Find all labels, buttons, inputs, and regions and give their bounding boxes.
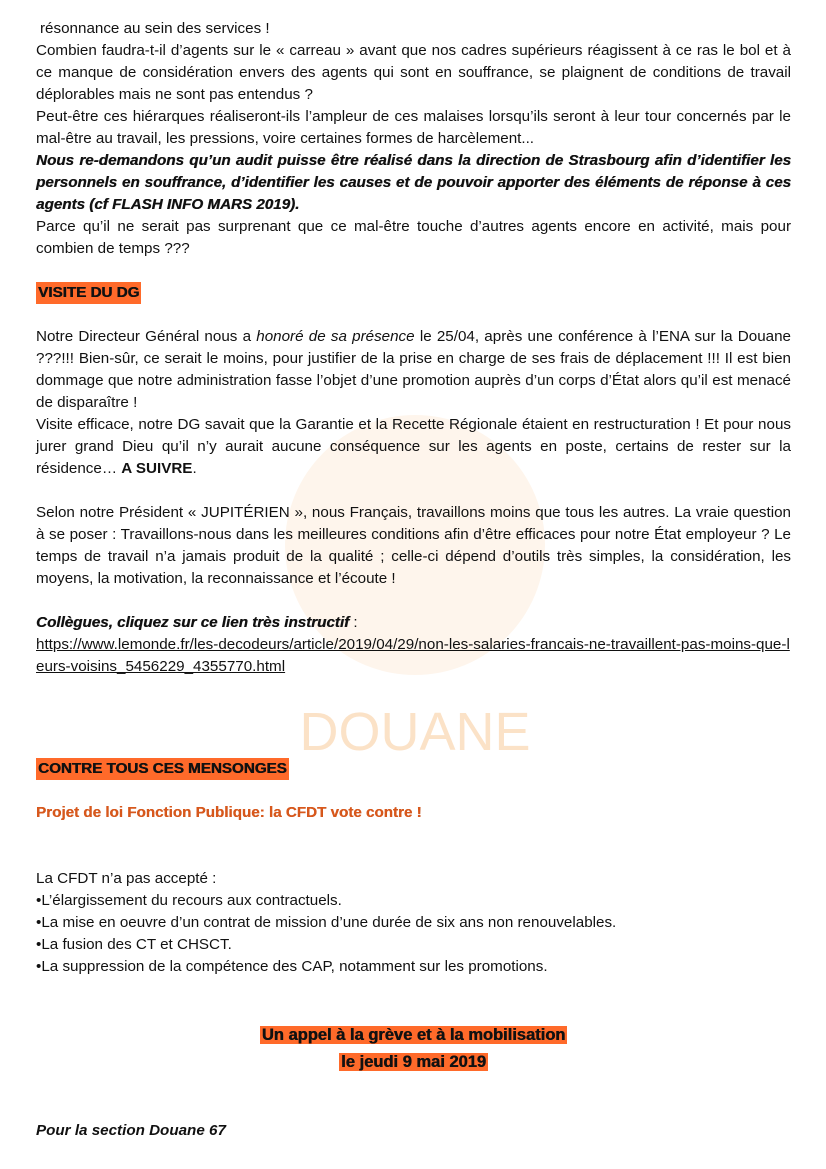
section-visite [36,282,791,304]
audit-request-paragraph: Nous re-demandons qu’un audit puisse être réalisé dans la direction de Strasbourg afin d’identifier les personnels en souffrance, d’identifier les causes et de pouvoir apporter des éléments de réponse à ces agents (cf FLASH INFO MARS 2019). [36,152,791,213]
section-heading-mensonges: CONTRE TOUS CES MENSONGES [36,758,289,780]
visite-paragraph-3: Selon notre Président « JUPITÉRIEN », nous Français, travaillons moins que tous les autres. La vraie question à se poser : Travaillons-nous dans les meilleures conditions afin d’être efficaces pour notre État employeur ? Le temps de travail n’a jamais produit de la qualité ; celle-ci dépend d’outils très simples, la considération, les moyens, la motivation, la reconnaissance et l’écoute ! [36,504,791,587]
cfdt-intro: La CFDT n’a pas accepté : [36,870,217,887]
section-heading-visite: VISITE DU DG [36,282,141,304]
cfdt-refusal-list [36,890,791,978]
document-page [36,18,791,1142]
list-item: • La mise en oeuvre d’un contrat de mission d’une durée de six ans non renouvelables. [36,912,791,934]
a-suivre-label: A SUIVRE [121,460,193,477]
intro-paragraph-3: Peut-être ces hiérarques réaliseront-ils l’ampleur de ces malaises lorsqu’ils seront à leur tour concernés par le mal-être au travail, les pressions, voire certaines formes de harcèlement... [36,108,791,147]
strike-call-line-1: Un appel à la grève et à la mobilisation [261,1026,566,1044]
section-mensonges [36,758,791,780]
list-item: • La fusion des CT et CHSCT. [36,934,791,956]
lemonde-article-link[interactable]: https://www.lemonde.fr/les-decodeurs/article/2019/04/29/non-les-salaries-francais-ne-travaillent-pas-moins-que-leurs-voisins_5456229_4355770.html [36,636,790,675]
cfdt-subheading: Projet de loi Fonction Publique: la CFDT vote contre ! [36,804,422,821]
intro-paragraph-1: résonnance au sein des services ! [40,20,270,37]
strike-call [36,1022,791,1076]
strike-call-date: le jeudi 9 mai 2019 [341,1053,486,1071]
visite-paragraph-2: Visite efficace, notre DG savait que la Garantie et la Recette Régionale étaient en restructuration ! Et pour nous jurer grand Dieu qu’il n’y aurait aucune conséquence sur les agents en poste, certains de rester sur la résidence… A SUIVRE. [36,416,791,477]
intro-paragraph-2: Combien faudra-t-il d’agents sur le « carreau » avant que nos cadres supérieurs réagissent à ce ras le bol et à ce manque de considération envers des agents qui sont en souffrance, se plaignent de conditions de travail déplorables mais ne sont pas entendus ? [36,42,791,103]
watermark-text: DOUANE [299,702,531,762]
intro-paragraph-5: Parce qu’il ne serait pas surprenant que ce mal-être touche d’autres agents encore en activité, mais pour combien de temps ??? [36,218,791,257]
visite-paragraph-1: Notre Directeur Général nous a honoré de sa présence le 25/04, après une conférence à l’ENA sur la Douane ???!!! Bien-sûr, ce serait le moins, pour justifier de la prise en charge de ses frais de déplacement !!! Il est bien dommage que notre administration fasse l’objet d’une promotion auprès d’un corps d’État alors qu’il est menacé de disparaître ! [36,328,791,411]
link-intro: Collègues, cliquez sur ce lien très instructif : [36,614,358,631]
signature: Pour la section Douane 67 [36,1122,226,1139]
list-item: • L’élargissement du recours aux contractuels. [36,890,791,912]
list-item: • La suppression de la compétence des CAP, notamment sur les promotions. [36,956,791,978]
